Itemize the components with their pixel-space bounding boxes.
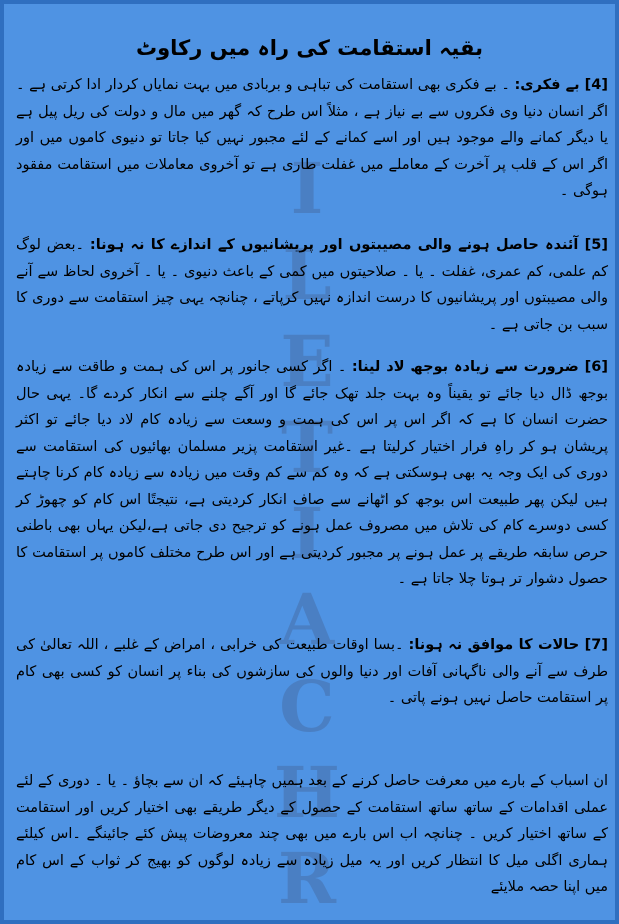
watermark-letter: I (290, 492, 324, 575)
paragraph-6 (16, 354, 608, 593)
paragraph-body: ۔بعض لوگ کم علمی، کم عمری، غفلت ۔ یا ۔ صلاحیتوں میں کمی کے باعث دنیوی ۔ یا ۔ آخروی لحاظ سے آنے والی مصیبتوں اور پریشانیوں کا درست اندازہ نہیں کرپاتے ، چنانچہ یہی چیز استقامت سے دوری کا سبب بن جاتی ہے ۔ (16, 237, 608, 333)
paragraph-4 (16, 72, 608, 205)
watermark-letter: C (279, 664, 335, 748)
paragraph-7 (16, 632, 608, 712)
page-title: بقیہ استقامت کی راہ میں رکاوٹ (136, 36, 483, 60)
document-page (4, 4, 615, 920)
watermark-letter: H (273, 750, 341, 834)
paragraph-body: ۔بسا اوقات طبیعت کی خرابی ، امراض کے غلبے ، اللہ تعالیٰ کی طرف سے آنے والی ناگہانی آفات اور دنیا والوں کی سازشوں کی بناء پر انسان کو کسی بھی کام پر استقامت حاصل نہیں ہونے پاتی ۔ (16, 637, 608, 706)
paragraph-body: ۔ اگر کسی جانور پر اس کی ہمت و طاقت سے زیادہ بوجھ ڈال دیا جائے تو یقیناً وہ بہت جلد تھک جائے گا اور آگے چلنے سے انکار کردے گا۔ یہی حال حضرت انسان کا ہے کہ اگر اس پر اس کی ہمت و وسعت سے زیادہ کام لاد دیا جائے تو اکثر پریشان ہو کر راہِ فرار اختیار کرلیتا ہے ۔غیر استقامت پزیر مسلمان بھائیوں کی استقامت سے دوری کی ایک وجہ یہ بھی ہوسکتی ہے کہ وہ کم سے کم وقت میں زیادہ سے زیادہ کام کرنا چاہتے ہیں لیکن پھر طبیعت اس بوجھ کو اٹھانے سے صاف انکار کردیتی ہے، نتیجتًا اس کام کو چھوڑ کر کسی دوسرے کام کی تلاش میں مصروف عمل ہونے کو ترجیح دی جاتی ہے،لیکن یہاں بھی باطنی حرص سابقہ طریقے پر عمل ہونے پر مجبور کردیتی ہے اور اس طرح مختلف کاموں پر استقامت کا حصول دشوار تر ہوتا چلا جاتا ہے ۔ (16, 359, 608, 587)
paragraph-body: ۔ بے فکری بھی استقامت کی تباہی و بربادی میں بہت نمایاں کردار ادا کرتی ہے ۔ اگر انسان دنیا وی فکروں سے بے نیاز ہے ، مثلاً اس طرح کہ گھر میں مال و دولت کی ریل پیل ہے یا دیگر کمانے والے موجود ہیں اور اسے کمانے کے لئے مجبور نہیں کیا جاتا تو دنیوی کاموں میں اور اگر اس کے قلب پر آخرت کے معاملے میں غفلت طاری ہے تو آخروی معاملات میں استقامت مفقود ہوگی ۔ (16, 77, 608, 199)
paragraph-heading: [7] حالات کا موافق نہ ہونا: (408, 637, 608, 653)
paragraph-heading: [6] ضرورت سے زیادہ بوجھ لاد لینا: (351, 359, 608, 375)
paragraph-5 (16, 232, 608, 338)
watermark-letter: R (277, 837, 337, 920)
watermark-letter: T (280, 405, 334, 489)
paragraph-heading: [5] آئندہ حاصل ہونے والی مصیبتوں اور پریشانیوں کے اندازے کا نہ ہونا: (89, 237, 608, 253)
watermark-letter: I (290, 147, 324, 230)
paragraph-body: ان اسباب کے بارے میں معرفت حاصل کرنے کے بعد ہمیں چاہیئے کہ ان سے بچاؤ ۔ یا ۔ دوری کے لئے عملی اقدامات کے ساتھ ساتھ استقامت کے حصول کے دیگر طریقے بھی اختیار کریں اور استقامت کے ساتھ اختیار کریں ۔ چنانچہ اب اس بارے میں بھی چند معروضات پیش کئے جائینگے ۔اس کیلئے ہماری اگلی میل کا انتظار کریں اور یہ میل زیادہ سے زیادہ لوگوں کو بھیج کر ثواب کے اس کام میں اپنا حصہ ملایئے (16, 773, 608, 895)
watermark-letter: A (279, 578, 335, 662)
watermark-letter: L (282, 233, 332, 317)
watermark-letter: E (280, 319, 334, 403)
paragraph-heading: [4] بے فکری: (514, 77, 608, 93)
closing-paragraph (16, 768, 608, 901)
